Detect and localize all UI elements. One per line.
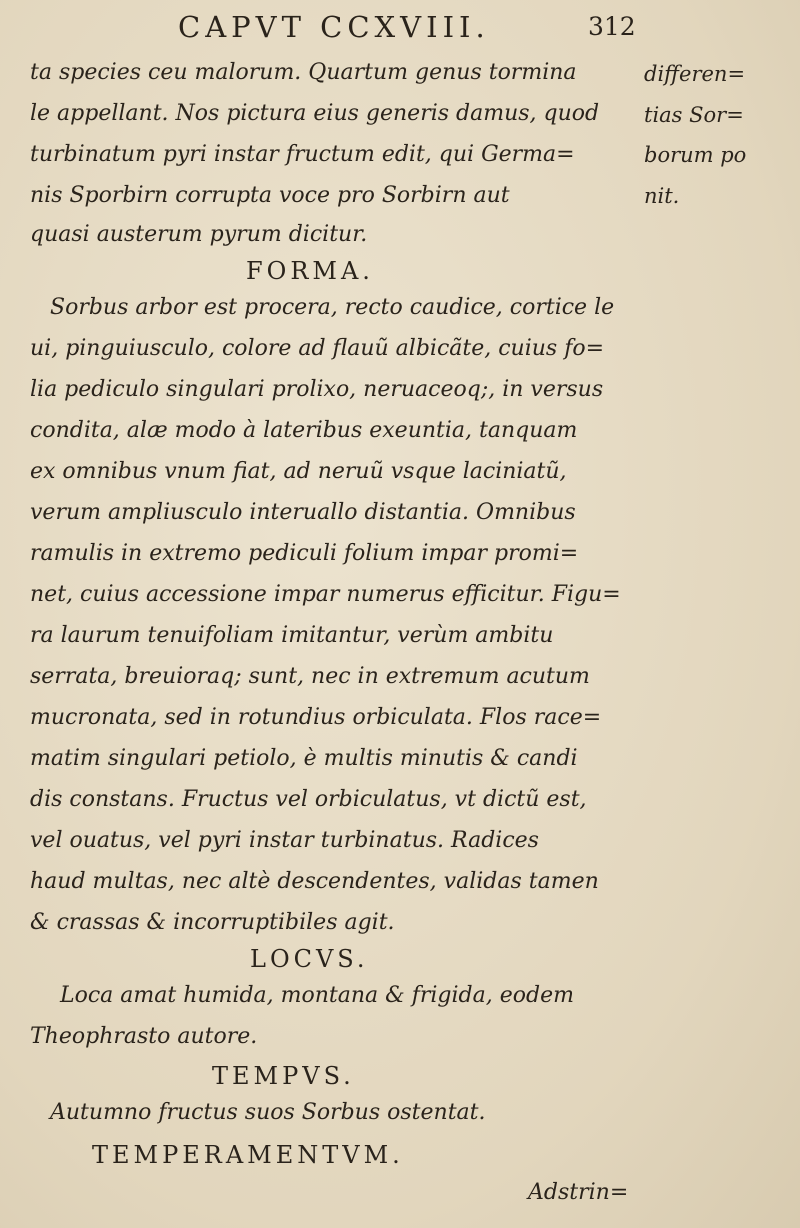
text-line: ta species ceu malorum. Quartum genus tormina	[30, 60, 577, 85]
text-line: serrata, breuioraq; sunt, nec in extremum acutum	[30, 664, 590, 689]
text-line: verum ampliusculo interuallo distantia. Omnibus	[30, 500, 576, 525]
text-line: Autumno fructus suos Sorbus ostentat.	[50, 1100, 486, 1125]
section-heading-tempus: TEMPVS.	[212, 1062, 355, 1090]
catchword: Adstrin=	[528, 1180, 629, 1205]
text-line: ex omnibus vnum fiat, ad neruũ vsque laciniatũ,	[30, 459, 567, 484]
text-line: vel ouatus, vel pyri instar turbinatus. Radices	[30, 828, 539, 853]
text-line: Loca amat humida, montana & frigida, eodem	[60, 983, 574, 1008]
section-heading-forma: FORMA.	[246, 257, 374, 285]
marginal-note-line: nit.	[644, 184, 680, 208]
section-heading-locus: LOCVS.	[250, 945, 369, 973]
text-line: lia pediculo singulari prolixo, neruaceoq;, in versus	[30, 377, 604, 402]
text-line: ui, pinguiusculo, colore ad flauũ albicãte, cuius fo=	[30, 336, 605, 361]
text-line: le appellant. Nos pictura eius generis damus, quod	[30, 101, 600, 126]
text-line: dis constans. Fructus vel orbiculatus, vt dictũ est,	[30, 787, 587, 812]
text-line: & crassas & incorruptibiles agit.	[30, 910, 395, 935]
page-number: 312	[588, 12, 636, 41]
text-line: quasi austerum pyrum dicitur.	[30, 222, 368, 247]
text-line: Sorbus arbor est procera, recto caudice, cortice le	[50, 295, 615, 320]
text-line: condita, alæ modo à lateribus exeuntia, tanquam	[30, 418, 578, 443]
text-line: ramulis in extremo pediculi folium impar promi=	[30, 541, 579, 566]
text-line: nis Sporbirn corrupta voce pro Sorbirn aut	[30, 183, 510, 208]
marginal-note-line: borum po	[644, 143, 747, 167]
marginal-note-line: differen=	[644, 62, 746, 86]
chapter-title: CAPVT CCXVIII.	[178, 10, 490, 44]
text-line: matim singulari petiolo, è multis minutis & candi	[30, 746, 578, 771]
marginal-note-line: tias Sor=	[644, 103, 744, 127]
text-line: haud multas, nec altè descendentes, validas tamen	[30, 869, 599, 894]
text-line: mucronata, sed in rotundius orbiculata. Flos race=	[30, 705, 602, 730]
text-line: turbinatum pyri instar fructum edit, qui Germa=	[30, 142, 575, 167]
text-line: ra laurum tenuifoliam imitantur, verùm ambitu	[30, 623, 554, 648]
section-heading-temperamentum: TEMPERAMENTVM.	[92, 1141, 404, 1169]
text-line: Theophrasto autore.	[30, 1024, 258, 1049]
text-line: net, cuius accessione impar numerus efficitur. Figu=	[30, 582, 621, 607]
